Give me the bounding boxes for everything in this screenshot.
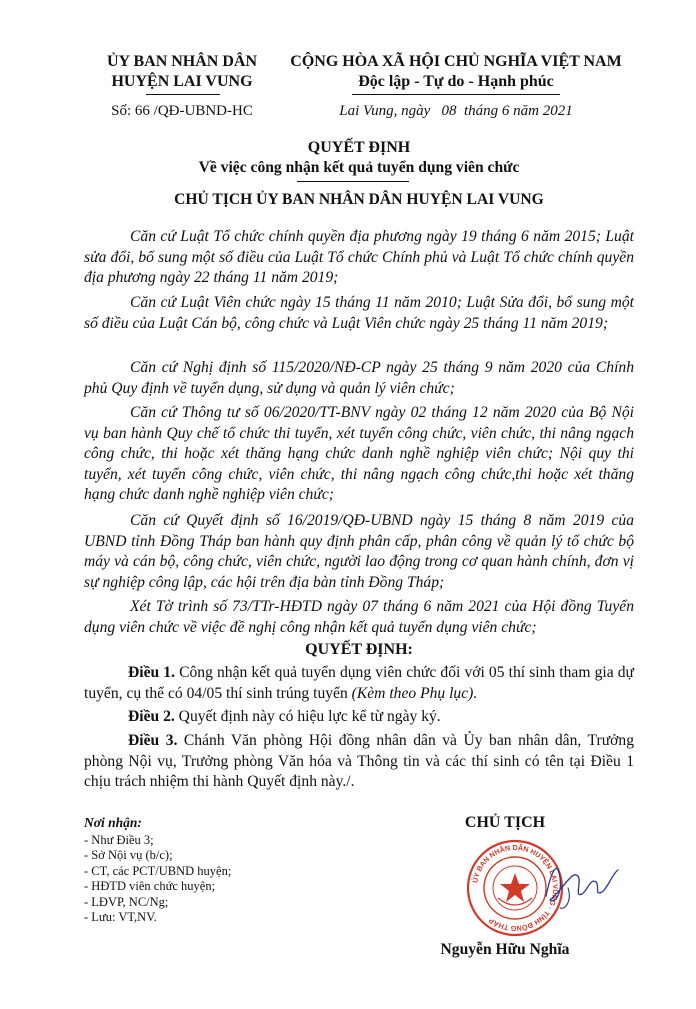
- article-label: Điều 3.: [128, 732, 178, 749]
- decision-heading: QUYẾT ĐỊNH:: [305, 641, 413, 658]
- issuing-org: [96, 52, 268, 92]
- seal-text: ỦY BAN NHÂN DÂN HUYỆN LAI VUNG · TỈNH ĐỒNG THÁP: [470, 842, 561, 934]
- doc-title: QUYẾT ĐỊNH: [307, 139, 411, 156]
- subject-underline: [297, 181, 409, 182]
- recipient-item: - CT, các PCT/UBND huyện;: [84, 863, 232, 878]
- recipients-block: [84, 815, 231, 926]
- basis-paragraph: Căn cứ Thông tư số 06/2020/TT-BNV ngày 02 tháng 12 năm 2020 của Bộ Nội vụ ban hành Quy chế tổ chức thi tuyển, xét tuyển công chức, viên chức, thi nâng ngạch công chức, thi hoặc xét thăng hạng chức danh nghề nghiệp viên chức; Nội quy thi tuyển, xét tuyển công chức, viên chức, thi nâng ngạch công chức,thi hoặc xét thăng hạng chức danh nghề nghiệp viên chức;: [84, 404, 634, 503]
- basis-paragraph: Căn cứ Nghị định số 115/2020/NĐ-CP ngày 25 tháng 9 năm 2020 của Chính phủ Quy định về tuyển dụng, sử dụng và quản lý viên chức;: [84, 359, 634, 397]
- org-line-1: ỦY BAN NHÂN DÂN: [106, 53, 258, 70]
- doc-number: Số: 66 /QĐ-UBND-HC: [111, 103, 253, 119]
- recipients-heading: Nơi nhận:: [84, 815, 142, 830]
- recipient-item: - Sở Nội vụ (b/c);: [84, 848, 173, 862]
- authority-line: CHỦ TỊCH ỦY BAN NHÂN DÂN HUYỆN LAI VUNG: [174, 191, 544, 208]
- article-label: Điều 2.: [128, 708, 175, 725]
- basis-paragraph: Căn cứ Luật Tổ chức chính quyền địa phương ngày 19 tháng 6 năm 2015; Luật sửa đổi, bổ sung một số điều của Luật Tổ chức Chính phủ và Luật Tổ chức chính quyền địa phương ngày 22 tháng 11 năm 2019;: [84, 228, 634, 286]
- article-2: Điều 2. Quyết định này có hiệu lực kể từ ngày ký.: [128, 708, 441, 725]
- signer-title: CHỦ TỊCH: [464, 814, 546, 831]
- motto-underline: [352, 94, 560, 95]
- recipient-item: - HĐTD viên chức huyện;: [84, 879, 216, 893]
- recipient-item: - LĐVP, NC/Ng;: [84, 894, 169, 909]
- article-1: Điều 1. Công nhận kết quả tuyển dụng viên chức đối với 05 thí sinh tham gia dự tuyển, cụ thể có 04/05 thí sinh trúng tuyển (Kèm theo Phụ lục).: [84, 664, 634, 702]
- basis-paragraph: Xét Tờ trình số 73/TTr-HĐTD ngày 07 tháng 6 năm 2021 của Hội đồng Tuyển dụng viên chức về việc đề nghị công nhận kết quả tuyển dụng viên chức;: [84, 598, 634, 636]
- article-3: Điều 3. Chánh Văn phòng Hội đồng nhân dân và Ủy ban nhân dân, Trưởng phòng Nội vụ, Trưởng phòng Văn hóa và Thông tin và các thí sinh có tên tại Điều 1 chịu trách nhiệm thi hành Quyết định này./.: [84, 732, 634, 790]
- recipient-item: - Như Điều 3;: [84, 832, 154, 847]
- org-underline: [146, 94, 220, 95]
- signer-name: Nguyễn Hữu Nghĩa: [440, 941, 570, 958]
- org-line-2: HUYỆN LAI VUNG: [111, 73, 253, 90]
- national-motto: Độc lập - Tự do - Hạnh phúc: [358, 73, 554, 90]
- doc-subject: Về việc công nhận kết quả tuyển dụng viên chức: [198, 159, 520, 176]
- national-header: [288, 52, 624, 92]
- article-label: Điều 1.: [128, 664, 175, 681]
- basis-paragraph: Căn cứ Luật Viên chức ngày 15 tháng 11 năm 2010; Luật Sửa đổi, bổ sung một số điều của Luật Cán bộ, công chức và Luật Viên chức ngày 25 tháng 11 năm 2019;: [84, 294, 634, 332]
- place-date: Lai Vung, ngày 08 tháng 6 năm 2021: [339, 103, 573, 119]
- nation-name: CỘNG HÒA XÃ HỘI CHỦ NGHĨA VIỆT NAM: [290, 53, 622, 70]
- recipient-item: - Lưu: VT,NV.: [84, 910, 157, 924]
- handwritten-signature-icon: [538, 848, 628, 918]
- basis-paragraph: Căn cứ Quyết định số 16/2019/QĐ-UBND ngày 15 tháng 8 năm 2019 của UBND tỉnh Đồng Tháp ban hành quy định phân cấp, phân công về quản lý tổ chức bộ máy và cán bộ, công chức, viên chức, người lao động trong cơ quan hành chính, đơn vị sự nghiệp công lập, các hội trên địa bàn tỉnh Đồng Tháp;: [84, 512, 634, 591]
